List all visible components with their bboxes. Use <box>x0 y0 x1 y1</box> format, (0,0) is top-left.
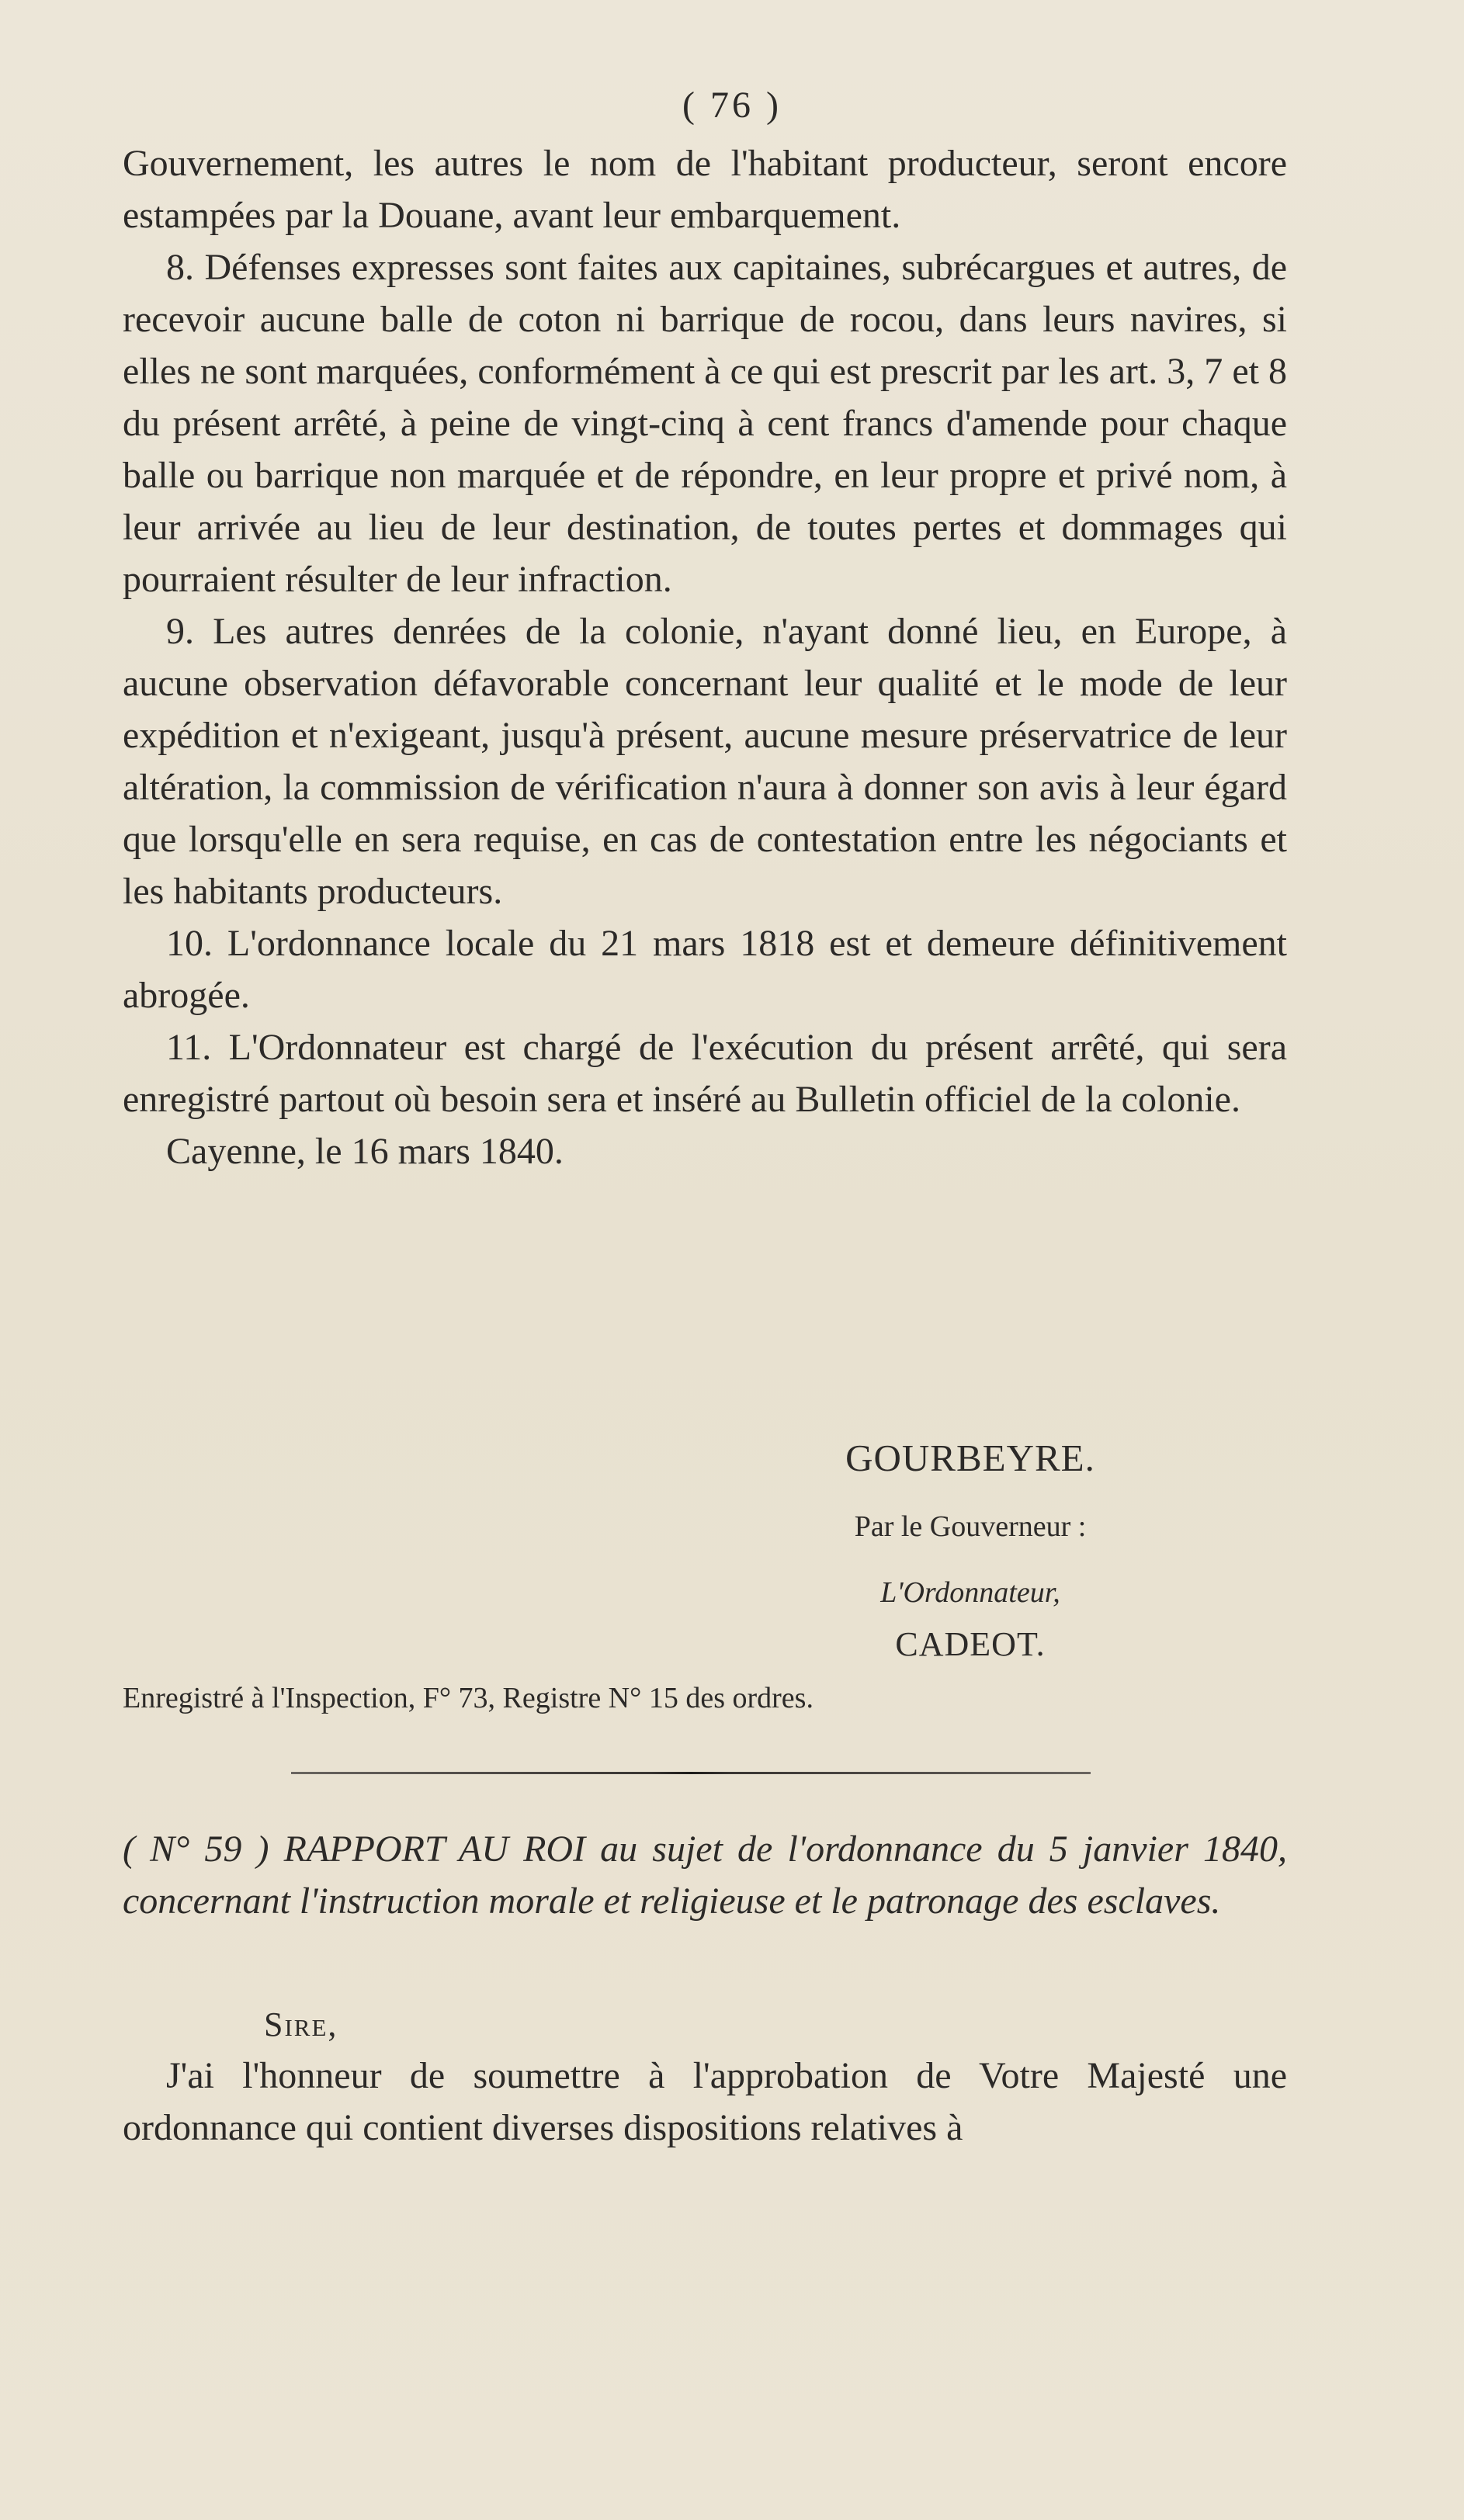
closing-text <box>123 2050 1287 2154</box>
registration-note: Enregistré à l'Inspection, F° 73, Registre N° 15 des ordres. <box>123 1682 814 1714</box>
paragraph-article-10: 10. L'ordonnance locale du 21 mars 1818 est et demeure définitivement abrogée. <box>123 923 1287 1016</box>
report-heading: ( N° 59 ) RAPPORT AU ROI au sujet de l'ordonnance du 5 janvier 1840, concernant l'instruction morale et religieuse et le patronage des esclaves. <box>123 1828 1287 1922</box>
closing-paragraph: J'ai l'honneur de soumettre à l'approbation de Votre Majesté une ordonnance qui contient diverses dispositions relatives à <box>123 2055 1287 2148</box>
paragraph-article-8: 8. Défenses expresses sont faites aux capitaines, subrécargues et autres, de recevoir aucune balle de coton ni barrique de rocou, dans leurs navires, si elles ne sont marquées, conformément à ce qui est prescrit par les art. 3, 7 et 8 du présent arrêté, à peine de vingt-cinq à cent francs d'amende pour chaque balle ou barrique non marquée et de répondre, en leur propre et privé nom, à leur arrivée au lieu de leur destination, de toutes pertes et dommages qui pourraient résulter de leur infraction. <box>123 247 1287 600</box>
date-line: Cayenne, le 16 mars 1840. <box>166 1131 564 1172</box>
signature-by: Par le Gouverneur : <box>854 1510 1087 1543</box>
signature-name: GOURBEYRE. <box>845 1437 1095 1479</box>
paragraph-article-11: 11. L'Ordonnateur est chargé de l'exécution du présent arrêté, qui sera enregistré partout où besoin sera et inséré au Bulletin officiel de la colonie. <box>123 1027 1287 1120</box>
salutation: Sire, <box>264 2005 338 2043</box>
page-number: ( 76 ) <box>682 85 782 126</box>
paragraph-continuation: Gouvernement, les autres le nom de l'habitant producteur, seront encore estampées par la Douane, avant leur embarquement. <box>123 143 1287 236</box>
signature-role: L'Ordonnateur, <box>880 1576 1060 1609</box>
paragraph-article-9: 9. Les autres denrées de la colonie, n'ayant donné lieu, en Europe, à aucune observation défavorable concernant leur qualité et le mode de leur expédition et n'exigeant, jusqu'à présent, aucune mesure préservatrice de leur altération, la commission de vérification n'aura à donner son avis à leur égard que lorsqu'elle en sera requise, en cas de contestation entre les négociants et les habitants producteurs. <box>123 611 1287 912</box>
section-divider <box>291 1772 1091 1774</box>
article-text <box>123 137 1287 1177</box>
signature-name-2: CADEOT. <box>895 1625 1046 1663</box>
